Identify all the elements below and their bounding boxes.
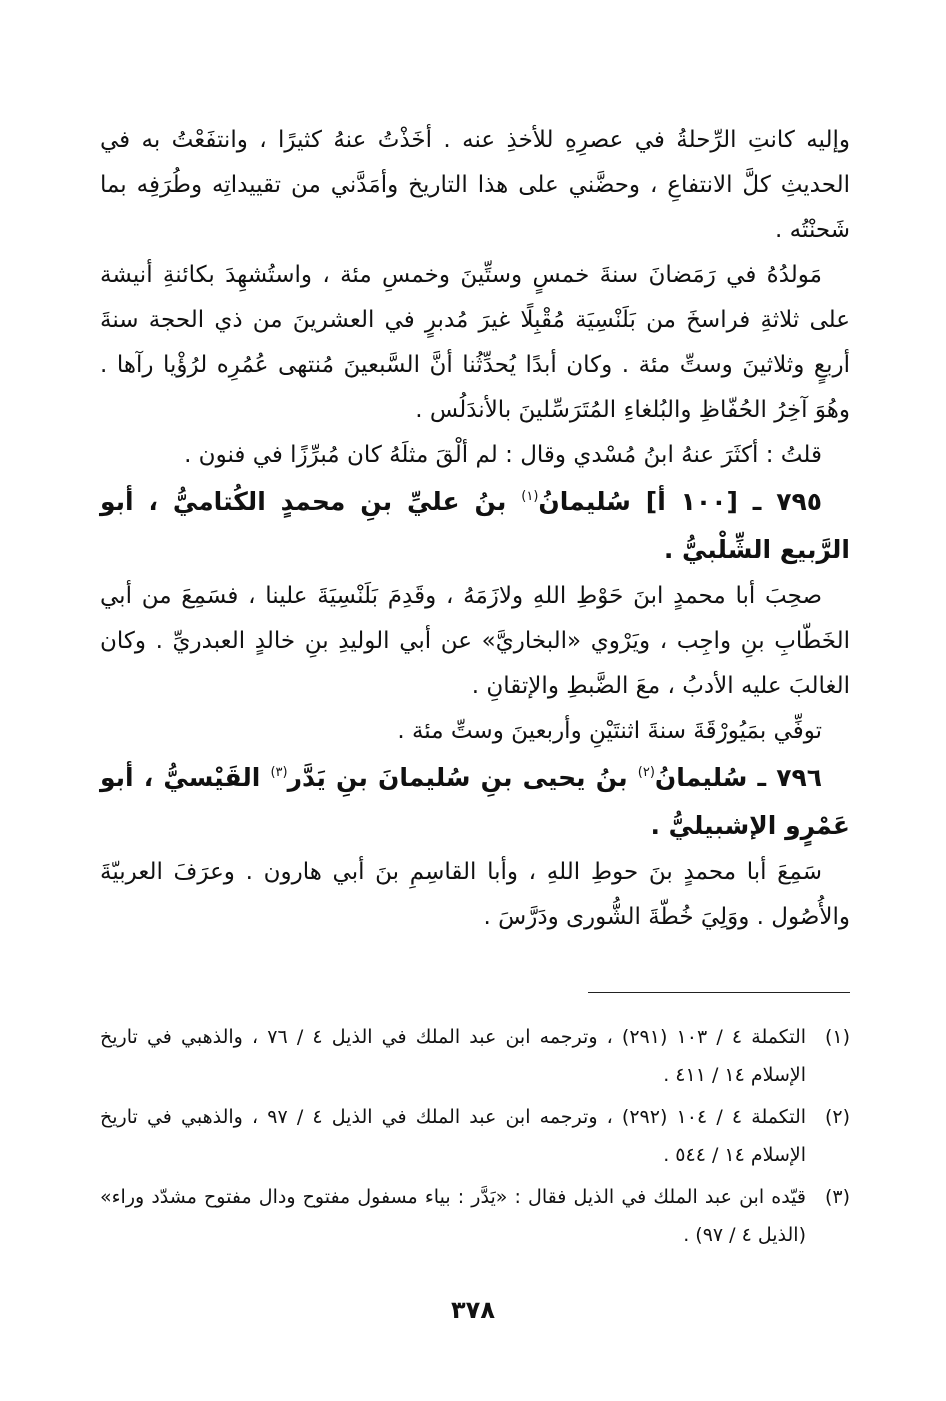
biography-entry-heading xyxy=(100,478,850,574)
entry-heading-text: ٧٩٥ ـ [١٠٠ أ] سُليمانُ xyxy=(538,487,822,516)
footnotes xyxy=(100,1018,850,1258)
footnote-text: قيّده ابن عبد الملك في الذيل فقال : «يَدَّر : بياء مسفول مفتوح ودال مفتوح مشدّد وراء» (الذيل ٤ / ٩٧) . xyxy=(100,1186,806,1246)
footnote xyxy=(100,1018,850,1094)
paragraph: قلتُ : أكثَرَ عنهُ ابنُ مُسْدي وقال : لم ألْقَ مثلَهُ كان مُبرِّزًا في فنون . xyxy=(184,442,822,468)
footnote-number: (٢) xyxy=(824,1106,850,1128)
paragraph: مَولدُهُ في رَمَضانَ سنةَ خمسٍ وستِّينَ وخمسِ مئة ، واستُشهِدَ بكائنةِ أنيشة على ثلاثةِ فراسخَ من بَلَنْسِيَة مُقْبِلًا غيرَ مُدبرٍ في العشرينَ من ذي الحجة سنةَ أربعٍ وثلاثينَ وستِّ مئة . وكان أبدًا يُحدِّثُنا أنَّ السَّبعينَ مُنتهى عُمُرِه لرُؤْيا رآها . وهُوَ آخِرُ الحُفّاظِ والبُلغاءِ المُتَرَسِّلينَ بالأندَلُس . xyxy=(100,262,850,423)
footnote xyxy=(100,1178,850,1254)
footnote-marker: (٢) xyxy=(637,765,655,780)
footnote-separator xyxy=(588,992,850,993)
entry-heading-text: ٧٩٦ ـ سُليمانُ xyxy=(654,763,822,792)
entry-heading-text: بنُ عليِّ بنِ محمدٍ الكُتاميُّ ، أبو الرَّبيع الشِّلْبيُّ . xyxy=(100,487,850,564)
footnote-text: التكملة ٤ / ١٠٣ (٢٩١) ، وترجمه ابن عبد الملك في الذيل ٤ / ٧٦ ، والذهبي في تاريخ الإسلام ١٤ / ٤١١ . xyxy=(100,1026,807,1086)
entry-heading-text: القَيْسيُّ ، أبو عَمْرٍو الإشبيليُّ . xyxy=(100,763,850,840)
paragraph: صحِبَ أبا محمدٍ ابنَ حَوْطِ اللهِ ولازَمَهُ ، وقَدِمَ بَلَنْسِيَةَ علينا ، فسَمِعَ من أبي الخَطّابِ بنِ واجِب ، ويَرْوي «البخاريَّ» عن أبي الوليدِ بنِ خالدٍ العبدريِّ . وكان الغالبَ عليه الأدبُ ، معَ الضَّبطِ والإتقانِ . xyxy=(100,583,850,699)
paragraph: سَمِعَ أبا محمدٍ بنَ حوطِ اللهِ ، وأبا القاسِمِ بنَ أبي هارون . وعرَفَ العربيّةَ والأُصُول . ووَلِيَ خُطّةَ الشُّورى ودَرَّسَ . xyxy=(100,859,850,930)
paragraph: وإليه كانتِ الرِّحلةُ في عصرِهِ للأخذِ عنه . أخَذْتُ عنهُ كثيرًا ، وانتفَعْتُ به في الحديثِ كلَّ الانتفاعِ ، وحضَّني على هذا التاريخ وأمَدَّني من تقييداتِه وطُرَفِه بما شَحنْتُه . xyxy=(100,127,850,243)
footnote xyxy=(100,1098,850,1174)
biography-entry-heading xyxy=(100,754,850,850)
paragraph: توفِّي بمَيُورْقَةَ سنةَ اثنتَيْنِ وأربعينَ وستِّ مئة . xyxy=(397,718,822,744)
page-number: ٣٧٨ xyxy=(451,1296,495,1324)
footnote-marker: (١) xyxy=(521,489,539,504)
footnote-number: (١) xyxy=(824,1026,850,1048)
footnote-number: (٣) xyxy=(824,1186,850,1208)
footnote-marker: (٣) xyxy=(270,765,288,780)
footnote-text: التكملة ٤ / ١٠٤ (٢٩٢) ، وترجمه ابن عبد الملك في الذيل ٤ / ٩٧ ، والذهبي في تاريخ الإسلام ١٤ / ٥٤٤ . xyxy=(100,1106,807,1166)
main-text-block xyxy=(100,118,850,940)
entry-heading-text: بنُ يحيى بنِ سُليمانَ بنِ يَدَّر xyxy=(287,763,638,792)
